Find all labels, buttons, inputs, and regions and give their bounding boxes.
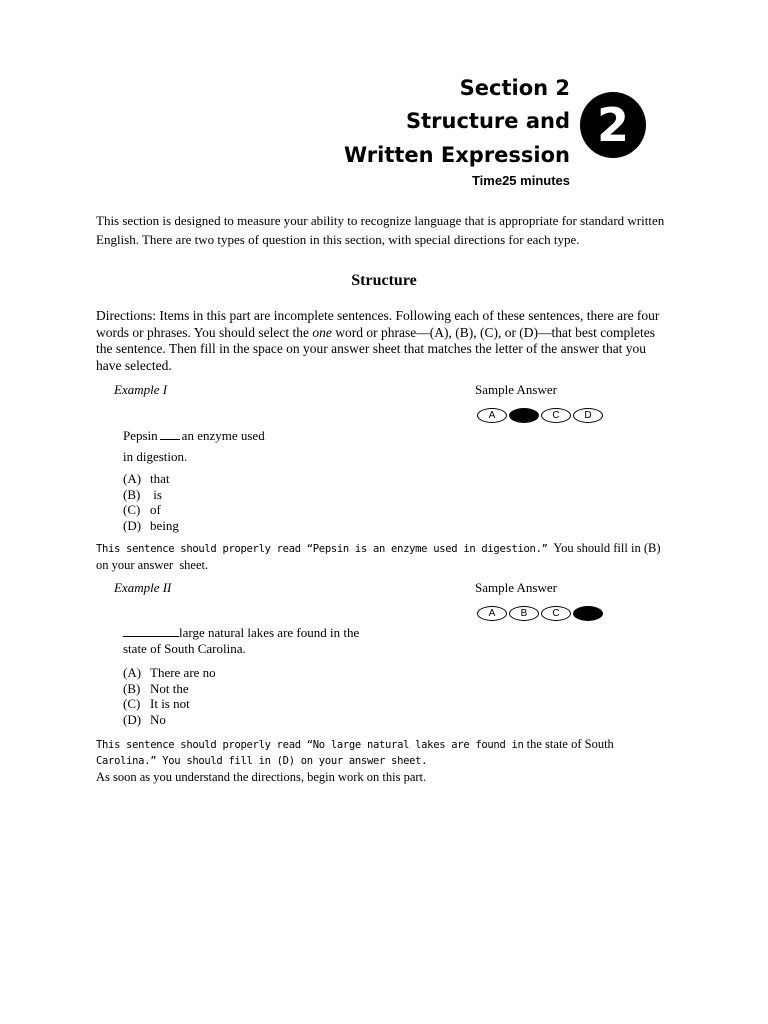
answer-blank [123,624,179,637]
directions-text-1: Directions: Items in this part are incomplete sentences. Following each of these sentences, there are four words or phrases. You should select the [96,308,660,340]
section-badge: 2 [580,92,646,158]
example1-sample-label: Sample Answer [475,382,557,397]
example1-option-b: (B) is [123,486,162,502]
example2-question-line1 [123,624,359,641]
example2-option-c: (C) It is not [123,696,190,711]
example1-question-end: an enzyme used [181,428,265,443]
final-instruction: As soon as you understand the directions, begin work on this part. [96,770,427,784]
example1-question-line1 [123,426,265,446]
bubble-a: A [477,408,507,423]
answer-blank [160,427,180,440]
bubble-c: C [541,408,571,423]
example2-question-line2: state of South Carolina. [123,641,246,656]
time-limit: Time25 minutes [471,173,570,188]
example2-option-b: (B) Not the [123,680,189,696]
example2-label: Example II [114,580,172,595]
example1-options [123,471,179,533]
directions-paragraph [96,308,666,374]
example2-explanation-line2: Carolina.” You should fill in (D) on your answer sheet. [96,755,428,767]
section-title-line2: Written Expression [343,143,570,167]
example1-question-line2: in digestion. [123,449,188,464]
bubble-b: B [509,606,539,621]
example2-question [123,624,359,657]
example1-question [123,426,265,467]
example1-question-start: Pepsin [123,428,158,443]
example1-explanation: This sentence should properly read “Pepsin is an enzyme used in digestion.” You should fill in (B) on your answer sheet. [96,541,664,572]
example2-answer-bubbles [477,606,603,621]
example2-option-d: (D) No [123,711,166,727]
example2-sample-label: Sample Answer [475,580,557,595]
example1-option-c: (C) of [123,502,161,517]
example2-explanation-line1: This sentence should properly read “No large natural lakes are found in the state of South [96,737,614,751]
bubble-b-filled: B [509,408,539,423]
example1-label: Example I [114,382,168,397]
example1-answer-bubbles [477,408,603,423]
example2-options [123,665,216,727]
bubble-d-filled: D [573,606,603,621]
example1-option-a: (A) that [123,471,170,486]
bubble-c: C [541,606,571,621]
directions-emphasis: one [312,324,332,340]
bubble-d: D [573,408,603,423]
intro-paragraph: This section is designed to measure your ability to recognize language that is appropriate for standard written English. There are two types of question in this section, with special directions for each type. [96,213,665,247]
example2-explanation [96,736,676,785]
example2-question-text: large natural lakes are found in the [179,625,360,640]
directions-text-2: word or phrase—(A), (B), (C), or (D)—that best completes the sentence. Then fill in the space on your answer sheet that matches the letter of the answer that you have selected. [96,324,656,373]
structure-heading: Structure [351,272,417,289]
bubble-a: A [477,606,507,621]
section-title-line1: Structure and [406,109,570,133]
example1-option-d: (D) being [123,517,179,533]
section-number: Section 2 [459,76,570,100]
example2-option-a: (A) There are no [123,665,216,680]
